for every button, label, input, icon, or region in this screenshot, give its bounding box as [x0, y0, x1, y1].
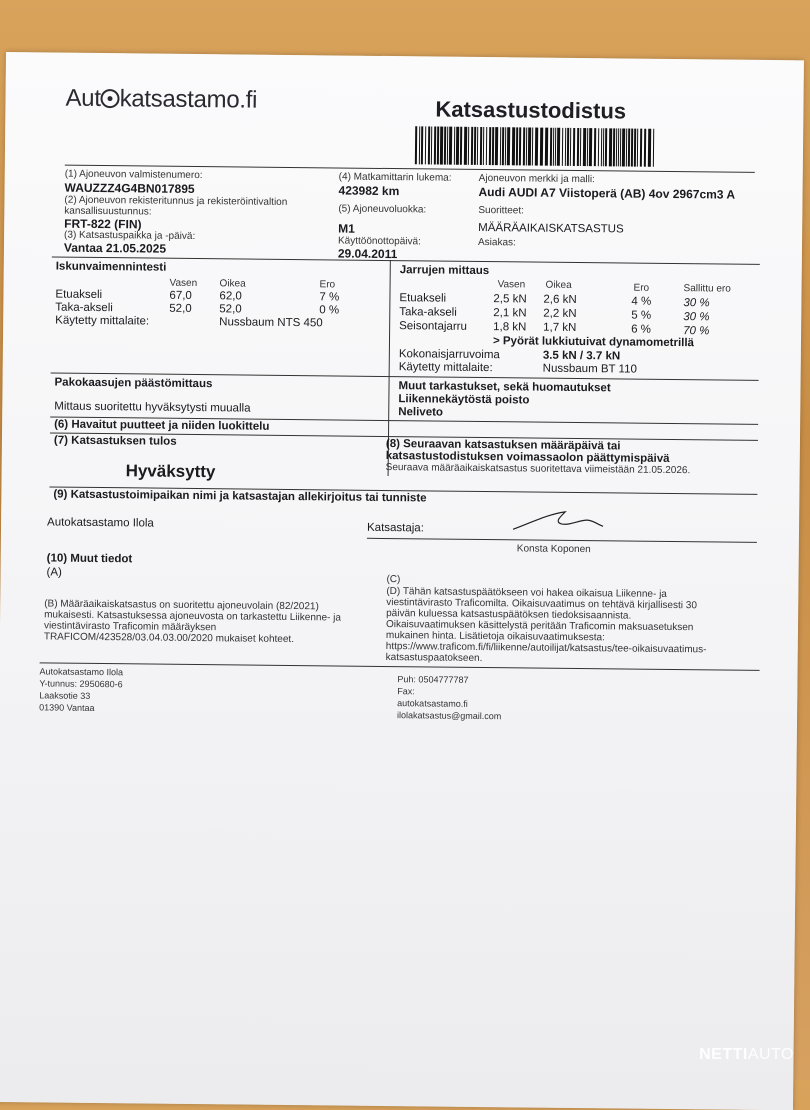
make-label: Ajoneuvon merkki ja malli:	[478, 172, 595, 186]
other-info-d-line: Oikaisuvaatimuksen käsittelystä peritään Traficomin maksuasetuksen	[385, 619, 694, 634]
barcode-bar	[567, 128, 569, 166]
barcode-bar	[609, 128, 612, 166]
barcode-bar	[507, 127, 510, 165]
class-label: (5) Ajoneuvoluokka:	[338, 203, 427, 216]
vin-value: WAUZZZ4G4BN017895	[64, 180, 195, 196]
barcode-bar	[460, 127, 462, 165]
other-checks-title: Muut tarkastukset, sekä huomautukset	[398, 380, 611, 395]
brake-row-name: Taka-akseli	[399, 306, 457, 319]
first-use-value: 29.04.2011	[337, 246, 398, 262]
odo-value: 423982 km	[338, 183, 400, 199]
barcode-bar	[486, 127, 487, 165]
barcode-bar	[562, 128, 563, 166]
barcode-bar	[577, 128, 579, 166]
barcode-bar	[492, 127, 494, 165]
brake-row-allowed: 70 %	[683, 325, 710, 338]
next-title-2: katsastustodistuksen voimassaolon päättymispäivä	[385, 449, 670, 465]
barcode-bar	[583, 128, 586, 166]
brakes-total-label: Kokonaisjarruvoima	[398, 348, 500, 362]
signature-title: (9) Katsastustoimipaikan nimi ja katsastajan allekirjoitus tai tunniste	[53, 488, 427, 505]
signature-scribble	[509, 505, 605, 536]
other-info-d-line: katsastuspaatokseen.	[385, 652, 483, 665]
footer-right-line: Fax:	[397, 686, 415, 697]
brake-row-right: 1,7 kN	[543, 321, 577, 334]
barcode-bar	[535, 128, 538, 166]
barcode-bar	[653, 129, 654, 167]
barcode-bar	[532, 128, 533, 166]
barcode-bar	[477, 127, 478, 165]
barcode-bar	[483, 127, 484, 165]
brakes-col-left: Vasen	[497, 279, 526, 291]
brakes-col-diff: Ero	[633, 282, 650, 294]
result-value: Hyväksytty	[125, 461, 216, 482]
barcode-bar	[489, 127, 491, 165]
shock-row-left: 67,0	[169, 289, 192, 302]
other-checks-line-1: Liikennekäytöstä poisto	[398, 393, 530, 407]
barcode-bar	[437, 127, 439, 165]
barcode-bar	[516, 127, 518, 165]
barcode-bar	[648, 129, 651, 167]
inspection-certificate	[0, 52, 804, 1110]
other-info-title: (10) Muut tiedot	[46, 552, 133, 566]
brakes-title: Jarrujen mittaus	[399, 264, 490, 278]
barcode-bar	[528, 127, 531, 165]
brake-row-left: 2,1 kN	[493, 307, 527, 320]
other-info-b-line: (B) Määräaikaiskatsastus on suoritettu ajoneuvolain (82/2021)	[44, 598, 319, 613]
shock-row-diff: 7 %	[319, 291, 340, 304]
barcode-bar	[434, 126, 436, 164]
barcode-bar	[644, 129, 646, 167]
barcode-bar	[495, 127, 498, 165]
brake-row-allowed: 30 %	[683, 297, 710, 310]
footer-right-line: Puh: 0504777787	[397, 674, 469, 685]
first-use-label: Käyttöönottopäivä:	[337, 235, 421, 248]
barcode-bar	[580, 128, 581, 166]
brake-row-name: Etuakseli	[399, 292, 447, 305]
reg-label-1: (2) Ajoneuvon rekisteritunnus ja rekisteröintivaltion	[64, 194, 288, 208]
brakes-device: Nussbaum BT 110	[542, 362, 637, 376]
other-info-c: (C)	[386, 574, 401, 586]
barcode-bar	[464, 127, 467, 165]
footer-left-line: Y-tunnus: 2950680-6	[39, 678, 123, 690]
shock-device: Nussbaum NTS 450	[219, 316, 323, 330]
shock-device-label: Käytetty mittalaite:	[55, 314, 150, 328]
barcode-bar	[440, 127, 443, 165]
brake-row-diff: 6 %	[631, 323, 652, 336]
other-info-b-line: mukaisesti. Katsastuksessa ajoneuvosta on tarkastettu Liikenne- ja	[44, 609, 341, 624]
other-info-a: (A)	[46, 566, 62, 579]
brake-row-right: 2,6 kN	[543, 293, 577, 306]
brake-row-left: 2,5 kN	[493, 293, 527, 306]
other-info-d-line: https://www.traficom.fi/fi/liikenne/autoilijat/katsastus/tee-oikaisuvaatimus-	[385, 641, 707, 656]
other-checks-line-2: Neliveto	[398, 406, 444, 419]
place-value: Vantaa 21.05.2025	[63, 240, 167, 256]
shock-col-left: Vasen	[169, 277, 198, 290]
brand-logo	[65, 85, 257, 115]
next-text: Seuraava määräaikaiskatsastus suoritettava viimeistään 21.05.2026.	[385, 461, 691, 477]
footer-left-line: 01390 Vantaa	[39, 702, 95, 713]
barcode-bar	[613, 128, 615, 166]
barcode-bar	[594, 128, 596, 166]
watermark-text-auto: AUTO	[747, 1046, 794, 1063]
barcode-bar	[631, 129, 633, 167]
barcode-bar	[502, 127, 504, 165]
barcode-bar	[421, 126, 423, 164]
shock-row-left: 52,0	[169, 302, 192, 315]
brake-row-left: 1,8 kN	[493, 321, 527, 334]
class-value: M1	[338, 221, 355, 236]
emissions-title: Pakokaasujen päästömittaus	[54, 376, 213, 391]
barcode-bar	[425, 126, 426, 164]
brakes-col-allowed: Sallittu ero	[683, 283, 731, 295]
other-info-b-line: TRAFICOM/423528/03.04.03.00/2020 mukaiset kohteet.	[43, 631, 295, 646]
barcode-bar	[480, 127, 482, 165]
logo-steering-icon	[101, 89, 120, 108]
barcode-bar	[523, 127, 525, 165]
performed-label: Suoritteet:	[478, 204, 525, 217]
shock-row-name: Taka-akseli	[55, 301, 113, 315]
other-info-d-line: mukainen hinta. Lisätietoja oikaisuvaatimuksesta:	[385, 630, 605, 644]
barcode-bar	[605, 128, 607, 166]
brakes-note: > Pyörät lukkiutuivat dynamometrillä	[492, 335, 695, 350]
brake-row-right: 2,2 kN	[543, 307, 577, 320]
other-info-d-line: päivän kuluessa katsastuspäätöksen tiedoksisaannista.	[386, 608, 632, 622]
brake-row-diff: 4 %	[631, 295, 652, 308]
barcode-bar	[628, 129, 630, 167]
barcode-bar	[512, 127, 515, 165]
footer-right-line: autokatsastamo.fi	[397, 698, 468, 709]
brakes-col-right: Oikea	[545, 279, 572, 291]
barcode-bar	[456, 127, 459, 165]
vin-label: (1) Ajoneuvon valmistenumero:	[64, 168, 203, 182]
station-name: Autokatsastamo Ilola	[47, 516, 154, 530]
barcode-bar	[589, 128, 592, 166]
barcode-bar	[428, 126, 430, 164]
shock-col-diff: Ero	[319, 279, 336, 291]
barcode-bar	[634, 129, 636, 167]
barcode-bar	[598, 128, 599, 166]
barcode-bar	[471, 127, 473, 165]
inspector-label: Katsastaja:	[366, 521, 425, 535]
barcode-bar	[444, 127, 446, 165]
document-title: Katsastustodistus	[435, 96, 627, 124]
brake-row-name: Seisontajarru	[399, 320, 467, 333]
customer-label: Asiakas:	[477, 236, 516, 249]
footer-left-line: Autokatsastamo Ilola	[39, 666, 124, 678]
shock-row-name: Etuakseli	[55, 288, 103, 302]
barcode-bar	[540, 128, 543, 166]
watermark-text-netti: NETTI	[699, 1046, 748, 1063]
barcode-bar	[573, 128, 575, 166]
barcode-bar	[570, 128, 571, 166]
other-info-d-line: viestintävirasto Traficomilta. Oikaisuvaatimus on tehtävä kirjallisesti 30	[386, 597, 697, 612]
brakes-device-label: Käytetty mittalaite:	[398, 361, 493, 375]
brakes-total: 3.5 kN / 3.7 kN	[542, 349, 621, 363]
footer-right-line: ilolakatsastus@gmail.com	[397, 710, 502, 722]
brake-row-diff: 5 %	[631, 309, 652, 322]
brake-row-allowed: 30 %	[683, 311, 710, 324]
make-value: Audi AUDI A7 Viistoperä (AB) 4ov 2967cm3 A	[478, 184, 736, 202]
barcode-bar	[474, 127, 476, 165]
barcode-bar	[545, 128, 548, 166]
inspector-name: Konsta Koponen	[516, 543, 591, 556]
barcode-bar	[415, 126, 417, 164]
next-title-1: (8) Seuraavan katsastuksen määräpäivä tai	[385, 438, 621, 453]
logo-text-start: Aut	[65, 84, 101, 112]
defects-title: (6) Havaitut puutteet ja niiden luokittelu	[54, 418, 270, 433]
logo-text-end: katsastamo.fi	[119, 85, 258, 114]
performed-value: MÄÄRÄAIKAISKATSASTUS	[478, 221, 624, 236]
shock-col-right: Oikea	[219, 278, 246, 290]
nettiauto-watermark	[699, 1046, 794, 1064]
barcode-bar	[519, 127, 521, 165]
shock-row-right: 52,0	[219, 303, 242, 316]
footer-left-line: Laaksotie 33	[39, 690, 91, 701]
barcode-bar	[431, 126, 432, 164]
shock-title: Iskunvaimennintesti	[55, 260, 167, 274]
reg-label-2: kansallisuustunnus:	[64, 205, 152, 218]
reg-value: FRT-822 (FIN)	[64, 216, 142, 232]
barcode-bar	[640, 129, 642, 167]
emissions-text: Mittaus suoritettu hyväksytysti muualla	[54, 400, 251, 415]
barcode	[415, 126, 659, 167]
barcode-bar	[550, 128, 552, 166]
barcode-bar	[622, 128, 625, 166]
other-info-b-line: viestintävirasto Traficomin määräyksen	[43, 620, 217, 634]
barcode-bar	[637, 129, 638, 167]
barcode-bar	[449, 127, 452, 165]
result-title: (7) Katsastuksen tulos	[53, 434, 177, 448]
barcode-bar	[557, 128, 560, 166]
shock-row-right: 62,0	[219, 290, 242, 303]
odo-label: (4) Matkamittarin lukema:	[338, 171, 452, 184]
shock-row-diff: 0 %	[319, 304, 340, 317]
place-label: (3) Katsastuspaikka ja -päivä:	[64, 229, 196, 242]
barcode-bar	[468, 127, 469, 165]
other-info-d-line: (D) Tähän katsastuspäätökseen voi hakea oikaisua Liikenne- ja	[386, 586, 667, 600]
